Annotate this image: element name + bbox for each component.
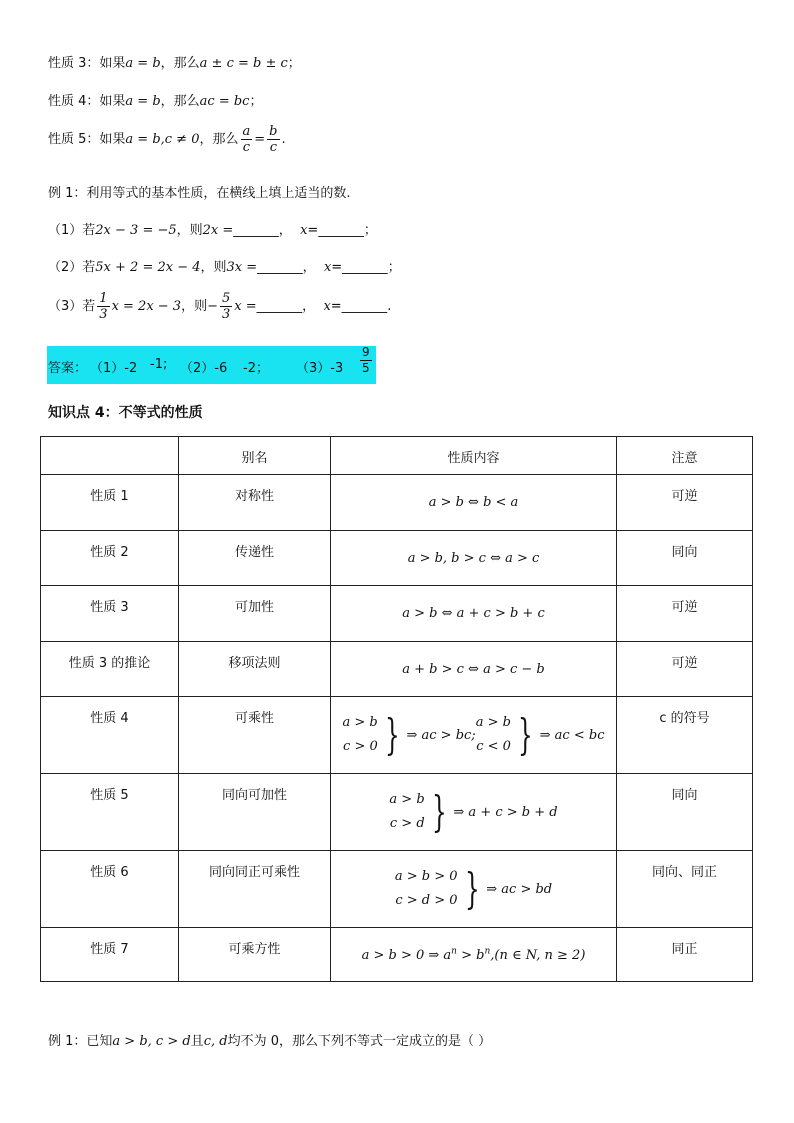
example-2-post: 均不为 0，那么下列不等式一定成立的是（ [227,1034,474,1049]
row-alias: 可加性 [179,586,331,642]
property-5-line [48,124,286,155]
property-3-mid: ，那么 [160,56,200,71]
condition: c > d > 0 [395,893,458,908]
q3-mid: ，则 [181,299,208,314]
condition: c > d [389,816,425,831]
property-5-label: 性质 5：如果 [48,132,126,147]
q3-equation: x = 2x − 3 [111,299,182,314]
row-alias: 传递性 [179,531,331,586]
row-formula [362,948,586,963]
answer-2: （2）-6 [180,361,228,376]
q1-equation: 2x − 3 = −5 [95,223,177,238]
right-brace-icon: } [517,710,533,759]
q3-blank-2: =_______ [330,299,388,314]
answer-2b: -2； [243,361,269,376]
fraction-numerator: a [242,124,251,139]
condition-stack [389,788,424,836]
q3-prefix: （3）若 [48,299,96,314]
row-name: 性质 2 [41,531,179,586]
row-content [331,851,617,928]
q2-expr: 3x = [226,260,258,275]
example-1-intro: 例 1：利用等式的基本性质，在横线上填上适当的数. [48,186,351,201]
row-content [331,774,617,851]
row-note: 可逆 [617,642,753,697]
row-formula [343,711,605,759]
q2-mid: ，则 [200,260,227,275]
row-name: 性质 3 的推论 [41,642,179,697]
right-brace-icon: } [431,787,447,836]
row-name: 性质 3 [41,586,179,642]
implication: ⇒ ac > bd [486,881,553,897]
table-row [41,531,753,586]
property-3-end: ； [287,56,301,71]
q2-end: ； [387,260,401,275]
fraction-numerator: 1 [99,291,108,306]
row-name: 性质 1 [41,475,179,531]
row-content [331,475,617,531]
q1-blank-2: =_______ [307,223,364,238]
q1-var: x [300,223,308,238]
answer-fraction [360,345,372,376]
condition-stack [395,865,458,913]
answer-blank: ） [473,1034,492,1049]
right-brace-icon: } [384,710,400,759]
row-note: 同向 [617,531,753,586]
table-row [41,642,753,697]
q2-blank-2: =_______ [331,260,388,275]
row-alias: 同向同正可乘性 [179,851,331,928]
example-2-cond-2: c, d [203,1034,228,1049]
q2-equation: 5x + 2 = 2x − 4 [95,260,201,275]
formula-part: ,(n ∈ N, n ≥ 2) [490,947,586,963]
property-4-cond: a = b [125,94,161,109]
table-row [41,851,753,928]
fraction-denominator: 5 [362,361,370,375]
row-name: 性质 5 [41,774,179,851]
example-2-line [48,1030,491,1049]
example-2-cond-1: a > b, c > d [112,1034,191,1049]
row-note: 可逆 [617,586,753,642]
condition-stack [476,711,511,759]
q1-prefix: （1）若 [48,223,96,238]
property-3-result: a ± c = b ± c [199,56,288,71]
row-alias: 可乘方性 [179,928,331,982]
exponent: n [484,946,491,957]
fraction-numerator: b [269,124,278,139]
property-4-label: 性质 4：如果 [48,94,126,109]
q1-blank-1: _______ [233,223,279,238]
answer-1: （1）-2 [90,361,138,376]
example-1-q2 [48,256,401,275]
condition: c > 0 [343,739,378,754]
row-note: 同向、同正 [617,851,753,928]
q2-prefix: （2）若 [48,260,96,275]
header-cell: 注意 [617,437,753,475]
q3-fraction-1 [97,291,109,322]
q2-blank-1: _______ [257,260,303,275]
property-5-end: . [281,132,286,147]
q2-sep: ， [302,260,316,275]
q3-expr: x = [234,299,257,314]
row-formula: a > b ⇔ b < a [428,495,519,510]
implication: ⇒ ac > bc; [406,727,476,743]
row-name: 性质 4 [41,697,179,774]
property-3-line [48,52,301,71]
fraction-denominator: 3 [99,307,108,322]
table-row [41,928,753,982]
fraction-denominator: c [242,140,251,155]
header-cell [41,437,179,475]
table-row [41,774,753,851]
example-1-q1 [48,219,377,238]
right-brace-icon: } [464,864,480,913]
condition: a > b [389,792,425,807]
row-alias: 对称性 [179,475,331,531]
row-formula: a > b ⇔ a + c > b + c [402,606,545,621]
condition: a > b [342,715,378,730]
row-content [331,642,617,697]
property-5-right-fraction [267,124,279,155]
q1-end: ； [363,223,377,238]
condition: a > b [475,715,511,730]
q3-blank-1: _______ [256,299,303,314]
fraction-numerator: 9 [362,345,370,359]
fraction-denominator: 3 [222,307,231,322]
section-title: 知识点 4：不等式的性质 [48,405,203,421]
row-name: 性质 6 [41,851,179,928]
row-note: 可逆 [617,475,753,531]
row-content [331,697,617,774]
row-note: 同向 [617,774,753,851]
example-2-mid: 且 [190,1034,204,1049]
property-5-eq: = [254,132,266,147]
row-alias: 可乘性 [179,697,331,774]
table-header-row [41,437,753,475]
answer-1b: -1; [150,357,168,372]
implication: ⇒ a + c > b + d [453,804,558,820]
property-5-left-fraction [241,124,253,155]
q3-neg: − [207,299,219,314]
row-name: 性质 7 [41,928,179,982]
fraction-numerator: 5 [222,291,231,306]
property-4-end: ； [249,94,263,109]
example-2-prefix: 例 1：已知 [48,1034,113,1049]
q3-sep: ， [302,299,316,314]
q1-mid: ，则 [176,223,203,238]
answer-label: 答案： [48,361,88,376]
exponent: n [451,946,457,957]
header-cell: 性质内容 [331,437,617,475]
q3-fraction-2 [220,291,232,322]
formula-part: a > b > 0 ⇒ a [361,947,452,963]
property-4-line [48,90,262,109]
example-1-q3 [48,291,391,322]
row-content [331,586,617,642]
table-row [41,697,753,774]
property-4-result: ac = bc [199,94,250,109]
row-formula: a + b > c ⇔ a > c − b [402,661,545,677]
property-5-mid: ，那么 [199,132,239,147]
property-3-cond: a = b [125,56,161,71]
row-formula [395,865,552,913]
q3-var: x [323,299,331,314]
q2-var: x [323,260,332,275]
inequality-properties-table [40,436,753,982]
fraction-denominator: c [269,140,277,155]
condition: a > b > 0 [394,869,458,884]
condition: c < 0 [476,739,511,754]
row-content [331,531,617,586]
table-row [41,586,753,642]
row-content [331,928,617,982]
q1-expr: 2x = [202,223,234,238]
formula-part: > b [456,947,485,963]
property-4-mid: ，那么 [160,94,200,109]
answer-3-fraction [360,345,372,376]
q3-end: . [387,299,392,314]
row-formula [389,788,557,836]
row-note: 同正 [617,928,753,982]
header-cell: 别名 [179,437,331,475]
row-formula: a > b, b > c ⇔ a > c [407,550,540,566]
row-alias: 移项法则 [179,642,331,697]
row-note: c 的符号 [617,697,753,774]
answer-3: （3）-3 [296,361,344,376]
implication: ⇒ ac < bc [539,727,605,743]
row-alias: 同向可加性 [179,774,331,851]
q1-sep: ， [278,223,292,238]
condition-stack [343,711,378,759]
table-row [41,475,753,531]
property-3-label: 性质 3：如果 [48,56,126,71]
property-5-cond: a = b,c ≠ 0 [125,132,200,147]
